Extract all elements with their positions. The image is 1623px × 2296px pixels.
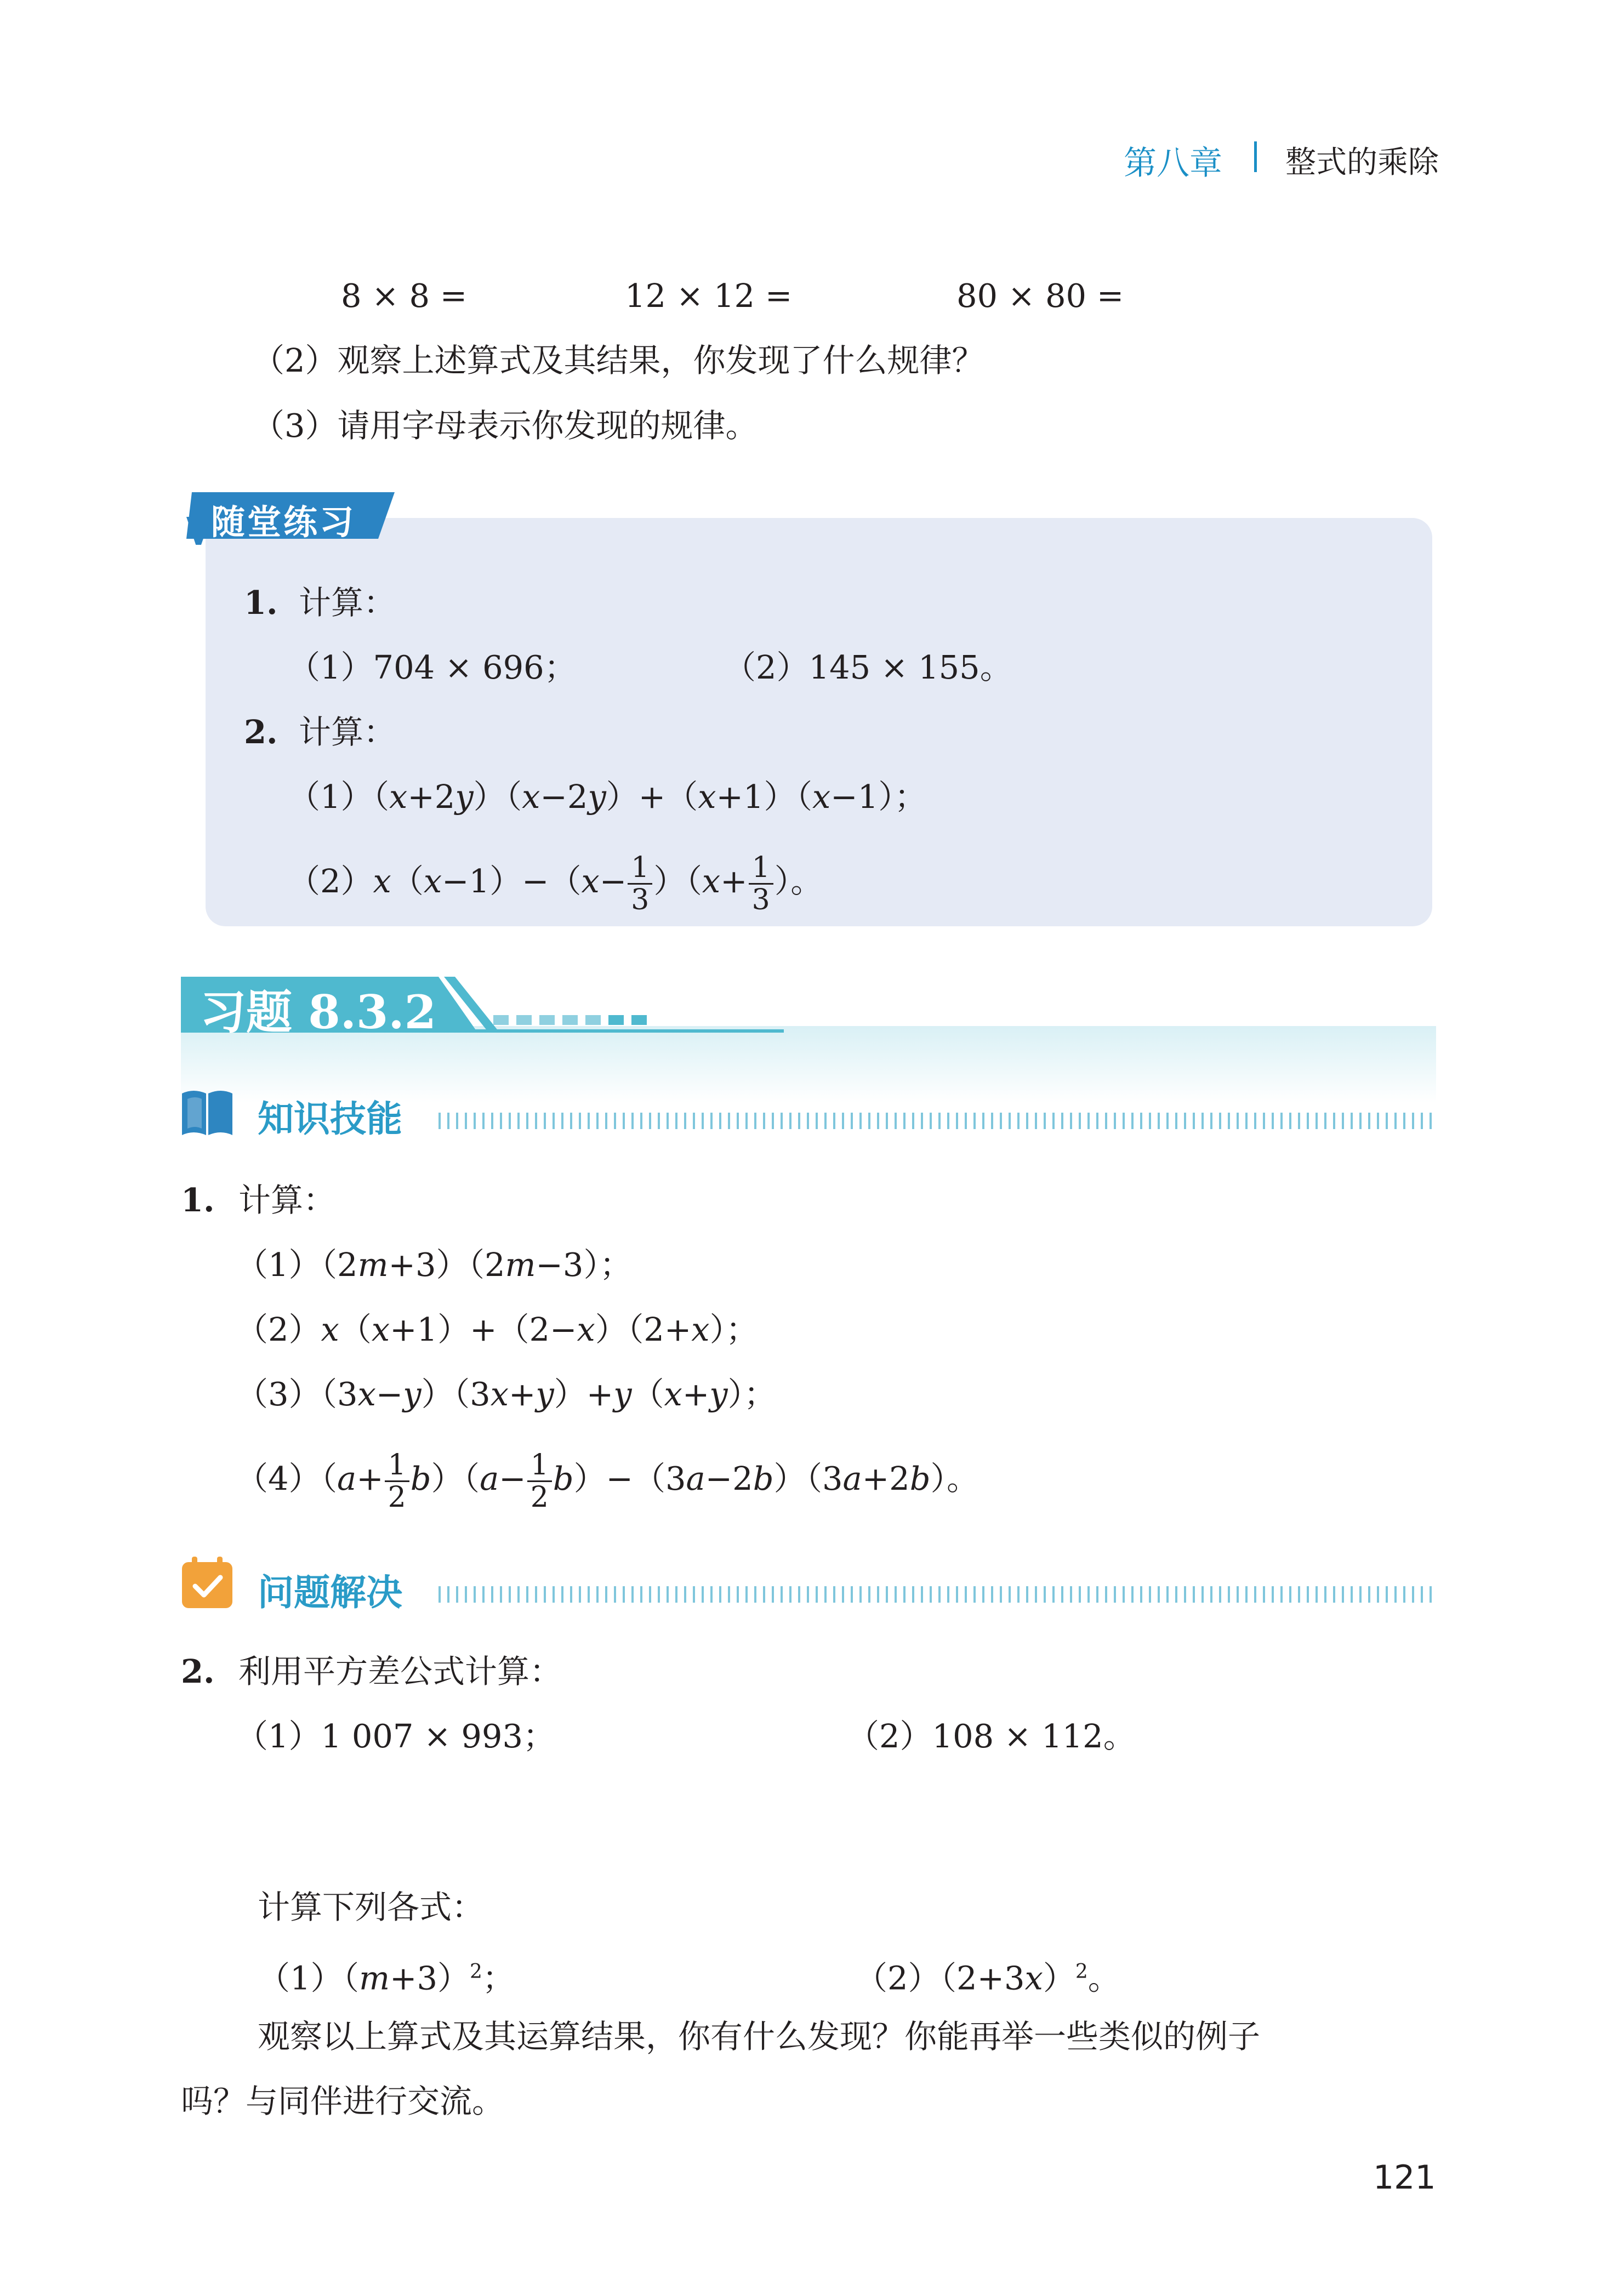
solve-q2-part2: （2）108 × 112。	[847, 1717, 1136, 1755]
solve-q2-text: 利用平方差公式计算：	[238, 1653, 562, 1690]
chapter-title: 整式的乘除	[1285, 145, 1439, 180]
checklist-icon	[181, 1556, 234, 1609]
solve-q2-part1: （1）1 007 × 993；	[236, 1717, 556, 1755]
explore-paragraph-line1: 观察以上算式及其运算结果，你有什么发现？你能再举一些类似的例子	[258, 2018, 1261, 2055]
practice-2-number: 2.	[244, 713, 278, 751]
explore-paragraph-line2: 吗？与同伴进行交流。	[181, 2082, 505, 2120]
calc-item-2: 12 × 12 =	[625, 277, 793, 315]
skills-q1-number: 1.	[181, 1181, 215, 1219]
practice-2-text: 计算：	[299, 713, 396, 751]
skills-q1-part4: （4）（a+ $\frac{1}{2}$ b）（a− $\frac{1}{2}$ b）−（3a−2b）（3a+2b）。	[236, 1449, 980, 1514]
question-3: （3）请用字母表示你发现的规律。	[252, 407, 758, 445]
section-skills-title: 知识技能	[258, 1098, 402, 1140]
skills-q1-text: 计算：	[238, 1181, 336, 1219]
skills-q1-part1: （1）（2m+3）（2m−3）；	[236, 1246, 632, 1284]
explore-intro: 计算下列各式：	[258, 1888, 485, 1926]
practice-2b-formula: （2）x（x−1）−（x− $\frac{1}{3}$ ）（x+ $\frac{1}{3}$ ）。	[288, 851, 823, 916]
practice-1b: （2）145 × 155。	[724, 648, 1012, 686]
section-solve-title: 问题解决	[258, 1571, 402, 1614]
skills-q1-part2: （2）x（x+1）+（2−x）（2+x）；	[236, 1311, 759, 1348]
practice-label: 随堂练习	[211, 502, 356, 542]
chapter-label: 第八章	[1124, 144, 1222, 183]
practice-1-number: 1.	[244, 584, 278, 622]
calc-item-1: 8 × 8 =	[341, 277, 468, 315]
book-icon	[180, 1088, 235, 1137]
solve-q2-number: 2.	[181, 1653, 215, 1690]
explore-part2: $(2)(2+3x)^2$。	[855, 1959, 1120, 1997]
practice-2a-formula: （1）（x+2y）（x−2y）+（x+1）（x−1）；	[288, 778, 927, 816]
section-solve-divider	[439, 1586, 1433, 1603]
exercise-title: 习题 8.3.2	[200, 985, 437, 1039]
page-number: 121	[1373, 2158, 1436, 2197]
section-skills-divider	[439, 1113, 1433, 1129]
question-2: （2）观察上述算式及其结果，你发现了什么规律？	[252, 341, 984, 379]
header-divider	[1254, 141, 1257, 172]
calc-item-3: 80 × 80 =	[956, 277, 1124, 315]
practice-1a: （1）704 × 696；	[288, 648, 577, 686]
explore-part1: $(1)(m+3)^2$；	[258, 1959, 515, 1997]
skills-q1-part3: （3）（3x−y）（3x+y）+y（x+y）；	[236, 1375, 777, 1413]
practice-1-text: 计算：	[299, 584, 396, 622]
